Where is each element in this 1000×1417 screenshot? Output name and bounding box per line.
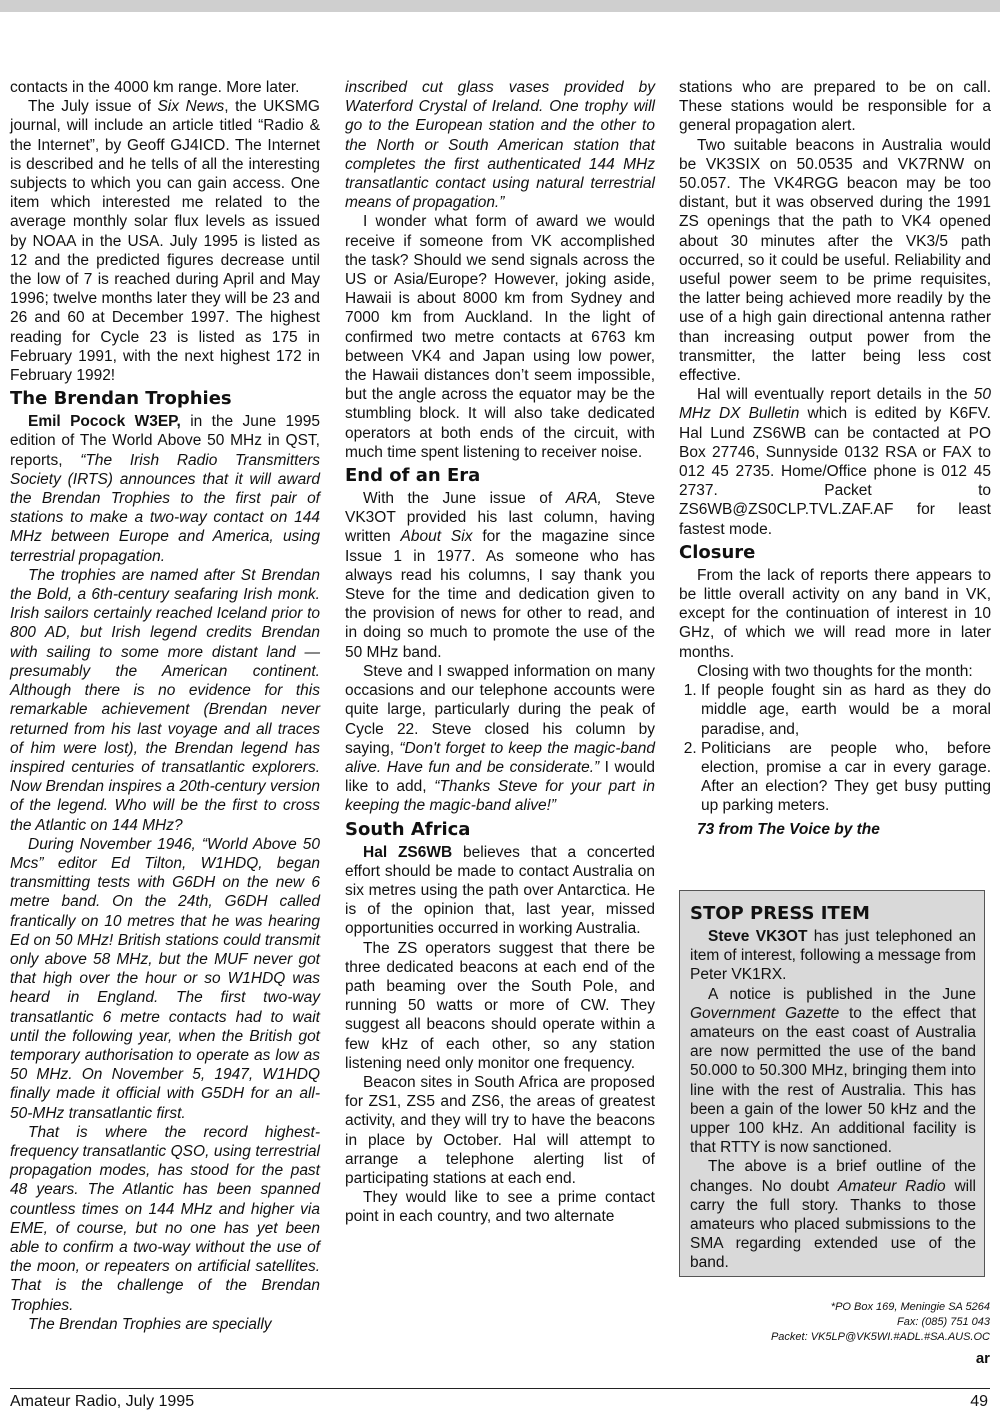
list-item: 2. Politicians are people who, before election, promise a car in every garage. After an election? They get busy putting up parking meters.	[701, 739, 991, 816]
text: The above is a brief outline of the changes. No doubt	[690, 1158, 976, 1195]
section-heading: Closure	[679, 541, 756, 563]
person-name: Steve VK3OT	[708, 928, 808, 945]
paragraph: Closing with two thoughts for the month:	[697, 662, 973, 680]
paragraph	[690, 1157, 976, 1272]
paragraph	[679, 385, 991, 539]
fax-line: Fax: (085) 751 043	[897, 1316, 990, 1328]
publication-title: Six News	[157, 98, 225, 116]
paragraph: From the lack of reports there appears to be little overall activity on any band in VK, except for the continuation of interest in 10 GHz, of which we will read more in later months.	[679, 566, 991, 661]
paragraph	[690, 927, 976, 985]
paragraph: The ZS operators suggest that there be three dedicated beacons at each end of the path beaming over the South Pole, and running 50 watts or more of CW. They suggest all beacons should operate within a few kHz of each other, so any station listening need only monitor one frequency.	[345, 939, 655, 1072]
signoff: 73 from The Voice by the	[697, 820, 880, 838]
scan-top-edge	[0, 0, 1000, 12]
text: believes that a concerted effort should be made to contact Australia on six metres using the path over Antarctica. He is of the opinion that, last year, missed opportunities occurred in working Australia.	[345, 843, 655, 938]
text: which is edited by K6FV. Hal Lund ZS6WB can be contacted at PO Box 27746, Sunnyside 0132 RSA or FAX to 012 45 2735. Home/Office phone is 012 45 2737. Packet to ZS6WB@ZS0CLP.TVL.ZAF.AF for least fastest mode.	[679, 405, 991, 538]
section-heading: End of an Era	[345, 465, 481, 487]
section-heading: The Brendan Trophies	[10, 388, 232, 410]
publication-title: ARA,	[565, 490, 602, 508]
publication-title: Government Gazette	[690, 1004, 840, 1022]
footer-publication: Amateur Radio, July 1995	[10, 1393, 195, 1410]
author-name: Emil Pocock W3EP,	[28, 413, 181, 431]
person-name: Hal ZS6WB	[363, 843, 453, 861]
stop-press-box	[679, 890, 985, 1277]
text: will carry the full story. Thanks to those amateurs who placed submissions to the SMA regarding extended use of the band.	[690, 1177, 976, 1272]
address-line: *PO Box 169, Meningie SA 5264	[830, 1301, 990, 1313]
page-number: 49	[970, 1393, 988, 1410]
text: to the effect that amateurs on the east coast of Australia are now permitted the use of the band 50.000 to 50.300 MHz, bringing them into line with the rest of Australia. This has been a gain of the lower 50 kHz and the upper 100 kHz. An additional facility is that RTTY is now sanctioned.	[690, 1004, 976, 1157]
paragraph: The Brendan Trophies are specially	[28, 1315, 272, 1333]
column-title: About Six	[400, 528, 473, 546]
publication-title: 50 MHz DX Bulletin	[679, 386, 991, 423]
text: has just telephoned an item of interest, following a message from Peter VK1RX.	[690, 928, 977, 984]
quote: “Thanks Steve for your part in keeping the magic-band alive!”	[345, 778, 655, 815]
text: The July issue of	[28, 98, 158, 116]
paragraph	[345, 843, 655, 939]
text: Steve VK3OT provided his last column, having written	[345, 490, 655, 546]
paragraph: inscribed cut glass vases provided by Waterford Crystal of Ireland. One trophy will go to the European station and the other to the North or South American station that completes the first authenticated 144 MHz transatlantic contact using natural terrestrial means of propagation.”	[345, 79, 655, 212]
text: , the UKSMG journal, will include an article titled “Radio & the Internet”, by Geoff GJ4ICD. The Internet is described and he tells of all the interesting subjects to which you can gain access. One item which interested me related to the average monthly solar flux levels as issued by NOAA in the USA. July 1995 is listed as 12 and the predicted figures decrease until the low of 7 is reached during April and May 1996; twelve months later they will be 23 and 26 and 60 at December 1997. The highest reading for Cycle 23 is listed as 175 in February 1991, with the next highest 172 in February 1992!	[10, 98, 320, 385]
paragraph: That is where the record highest-frequency transatlantic QSO, using terrestrial propagation modes, has stood for the past 48 years. The Atlantic has been spanned countless times on 144 MHz and higher via EME, of course, but no one has yet been able to confirm a two-way without the use of the moon, or repeaters on artificial satellites. That is the challenge of the Brendan Trophies.	[10, 1123, 320, 1314]
text: Steve and I swapped information on many occasions and our telephone accounts were quite large, particularly during the peak of Cycle 22. Steve closed his column by saying,	[345, 662, 655, 757]
paragraph: Beacon sites in South Africa are proposed for ZS1, ZS5 and ZS6, the areas of greatest activity, and they will try to have the beacons in place by October. Hal will attempt to arrange a telephone alerting list of participating stations at each end.	[345, 1073, 655, 1187]
text: I would like to add,	[345, 758, 655, 796]
paragraph: stations who are prepared to be on call. These stations would be responsible for a general propagation alert.	[679, 79, 991, 135]
author-address	[650, 1300, 990, 1345]
thoughts-list	[679, 681, 991, 815]
section-heading: South Africa	[345, 818, 471, 840]
quote: “Don't forget to keep the magic-band alive. Have fun and be considerate.”	[345, 739, 656, 776]
paragraph	[10, 412, 320, 566]
paragraph: I wonder what form of award we would receive if someone from VK accomplished the task? Should we send signals across the US or Asia/Europe? However, joking aside, Hawaii is about 8000 km from Sydney and 7000 km from Auckland. In the light of confirmed two metre contacts at 6763 km between VK4 and Japan using low power, the Hawaii distances don’t seem impossible, but the angle across the equator may be the stumbling block. It will also take dedicated operators at both ends of the circuit, with much time spent listening to receiver noise.	[345, 213, 655, 461]
paragraph: The trophies are named after St Brendan the Bold, a 6th-century seafaring Irish monk. Irish sailors certainly reached Iceland prior to 800 AD, but Irish legend credits Brendan with sailing to some more distant land — presumably the American continent. Although there is no evidence for this remarkable achievement (Brendan never returned from his last voyage and all traces of him were lost), the Brendan legend has inspired centuries of transatlantic explorers. Now Brendan inspires a 20th-century version of the legend. Who will be the first to cross the Atlantic on 144 MHz?	[10, 566, 320, 834]
paragraph: They would like to see a prime contact point in each country, and two alternate	[345, 1189, 655, 1226]
end-mark: ar	[975, 1350, 990, 1367]
paragraph	[10, 97, 320, 385]
stop-press-title: STOP PRESS ITEM	[690, 903, 870, 924]
publication-title: Amateur Radio	[837, 1177, 946, 1195]
packet-line: Packet: VK5LP@VK5WI.#ADL.#SA.AUS.OC	[770, 1331, 990, 1343]
paragraph: contacts in the 4000 km range. More later.	[10, 79, 300, 96]
paragraph: Two suitable beacons in Australia would be VK3SIX on 50.0535 and VK7RNW on 50.057. The VK4RGG beacon may be too distant, but it was observed during the 1991 ZS openings that the path to VK4 opened about 30 minutes after the VK3/5 path occurred, so it could be useful. Reliability and useful power seem to be prime requisites, the latter being achieved more readily by the use of a high gain directional antenna rather than increasing output power from the transmitter, the latter being less cost effective.	[679, 136, 991, 385]
list-item: 1. If people fought sin as hard as they do middle age, earth would be a moral paradise, and,	[701, 681, 991, 739]
paragraph	[345, 662, 655, 816]
text: Hal will eventually report details in the	[697, 386, 974, 404]
text: for the magazine since Issue 1 in 1977. As someone who has always read his columns, I say thank you Steve for the time and dedication given to the provision of news for other to read, and in doing so much to promote the use of the 50 MHz band.	[345, 528, 655, 661]
paragraph	[345, 489, 655, 662]
column-1	[10, 78, 320, 1334]
text: in the June 1995 edition of The World Above 50 MHz in QST, reports,	[10, 413, 321, 469]
paragraph	[690, 985, 976, 1158]
text: With the June issue of	[363, 490, 566, 508]
text: A notice is published in the June	[708, 985, 976, 1003]
paragraph: During November 1946, “World Above 50 Mcs” editor Ed Tilton, W1HDQ, began transmitting tests with G6DH on the new 6 metre band. On the 24th, G6DH called frantically on 10 metres that he was hearing Ed on 50 MHz! British stations could transmit only above 58 MHz, but the MUF never got that high over the hour or so W1HDQ was heard in England. The first two-way transatlantic 6 metre contacts had to wait until the following year, when the British got temporary authorisation to operate as low as 50 MHz. On November 5, 1947, W1HDQ finally made it official with G5DH for an all-50-MHz transatlantic first.	[10, 835, 320, 1122]
footer-rule	[10, 1388, 990, 1389]
column-3	[679, 78, 991, 839]
quote: “The Irish Radio Transmitters Society (IRTS) announces that it will award the Brendan Trophies to the first pair of stations to make a two-way contact on 144 MHz between Europe and America, using terrestrial propagation.	[10, 451, 321, 565]
column-2	[345, 78, 655, 1227]
